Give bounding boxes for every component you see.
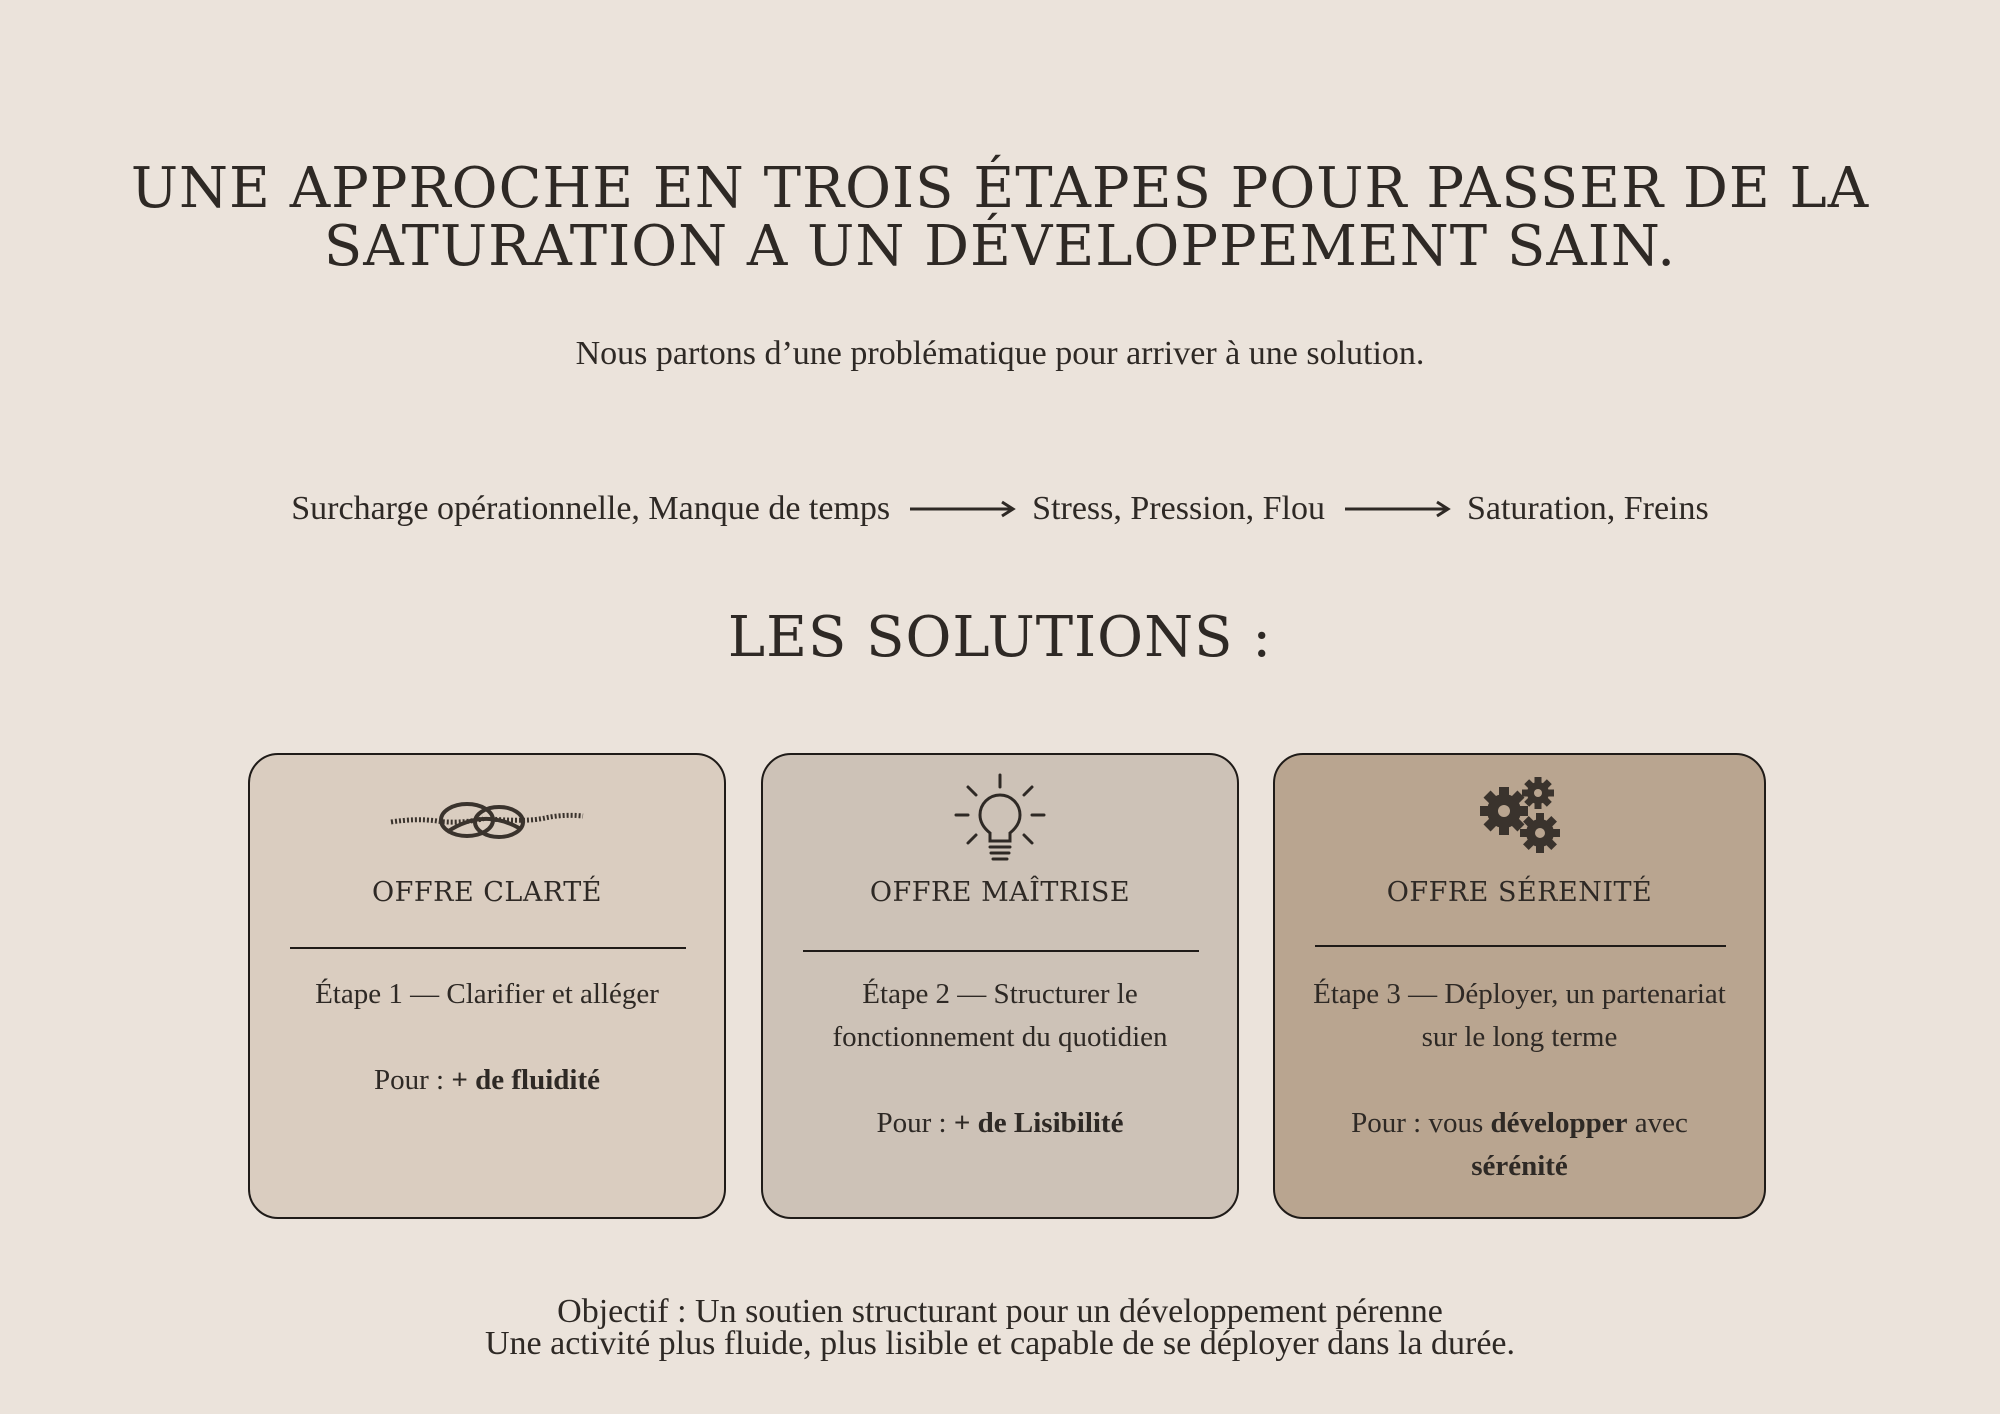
- benefit-prefix: Pour :: [876, 1107, 954, 1139]
- offer-description: [1295, 973, 1744, 1188]
- flow-step-3: Saturation, Freins: [1466, 490, 1709, 527]
- benefit-highlight: + de fluidité: [451, 1064, 600, 1096]
- offer-description: [270, 973, 704, 1102]
- benefit-prefix: Pour : vous: [1351, 1107, 1491, 1139]
- objective-footer: [0, 1293, 2000, 1362]
- flow-step-1: Surcharge opérationnelle, Manque de temps: [291, 490, 891, 527]
- offer-benefit: [783, 1102, 1217, 1145]
- offer-card-serenite: [1273, 753, 1766, 1219]
- offer-name: OFFRE MAÎTRISE: [869, 877, 1131, 908]
- offer-benefit: [1295, 1102, 1744, 1188]
- offer-step: Étape 3 — Déployer, un partenariat sur le long terme: [1313, 978, 1726, 1053]
- offer-card-clarte: [248, 753, 726, 1219]
- offer-name: OFFRE CLARTÉ: [372, 877, 602, 908]
- solutions-title: LES SOLUTIONS :: [727, 605, 1273, 670]
- benefit-highlight: + de Lisibilité: [953, 1107, 1124, 1139]
- offer-description: [783, 973, 1217, 1145]
- knot-icon: [250, 773, 724, 863]
- divider: [290, 947, 686, 949]
- offer-card-maitrise: [761, 753, 1239, 1219]
- offer-step: Étape 2 — Structurer le fonctionnement du quotidien: [832, 978, 1168, 1053]
- lightbulb-icon: [763, 773, 1237, 863]
- objective-line-1: Objectif : Un soutien structurant pour un développement pérenne: [557, 1293, 1443, 1330]
- offer-name: OFFRE SÉRENITÉ: [1386, 877, 1653, 908]
- objective-line-2: Une activité plus fluide, plus lisible et capable de se déployer dans la durée.: [484, 1325, 1516, 1362]
- benefit-highlight-2: sérénité: [1471, 1150, 1568, 1182]
- divider: [803, 950, 1199, 952]
- offer-step: Étape 1 — Clarifier et alléger: [315, 978, 659, 1010]
- benefit-middle: avec: [1627, 1107, 1688, 1139]
- offer-benefit: [270, 1059, 704, 1102]
- arrow-right-icon: [1343, 499, 1453, 519]
- benefit-highlight: développer: [1490, 1107, 1628, 1139]
- page-title: [0, 156, 2000, 279]
- divider: [1315, 945, 1726, 947]
- title-line-2: SATURATION A UN DÉVELOPPEMENT SAIN.: [323, 214, 1677, 279]
- flow-step-2: Stress, Pression, Flou: [1032, 490, 1325, 527]
- title-line-1: UNE APPROCHE EN TROIS ÉTAPES POUR PASSER DE LA: [130, 156, 1870, 221]
- arrow-right-icon: [908, 499, 1018, 519]
- benefit-prefix: Pour :: [374, 1064, 452, 1096]
- gears-icon: [1275, 773, 1764, 863]
- subtitle: Nous partons d’une problématique pour arriver à une solution.: [575, 335, 1425, 372]
- problem-flow: [0, 486, 2000, 532]
